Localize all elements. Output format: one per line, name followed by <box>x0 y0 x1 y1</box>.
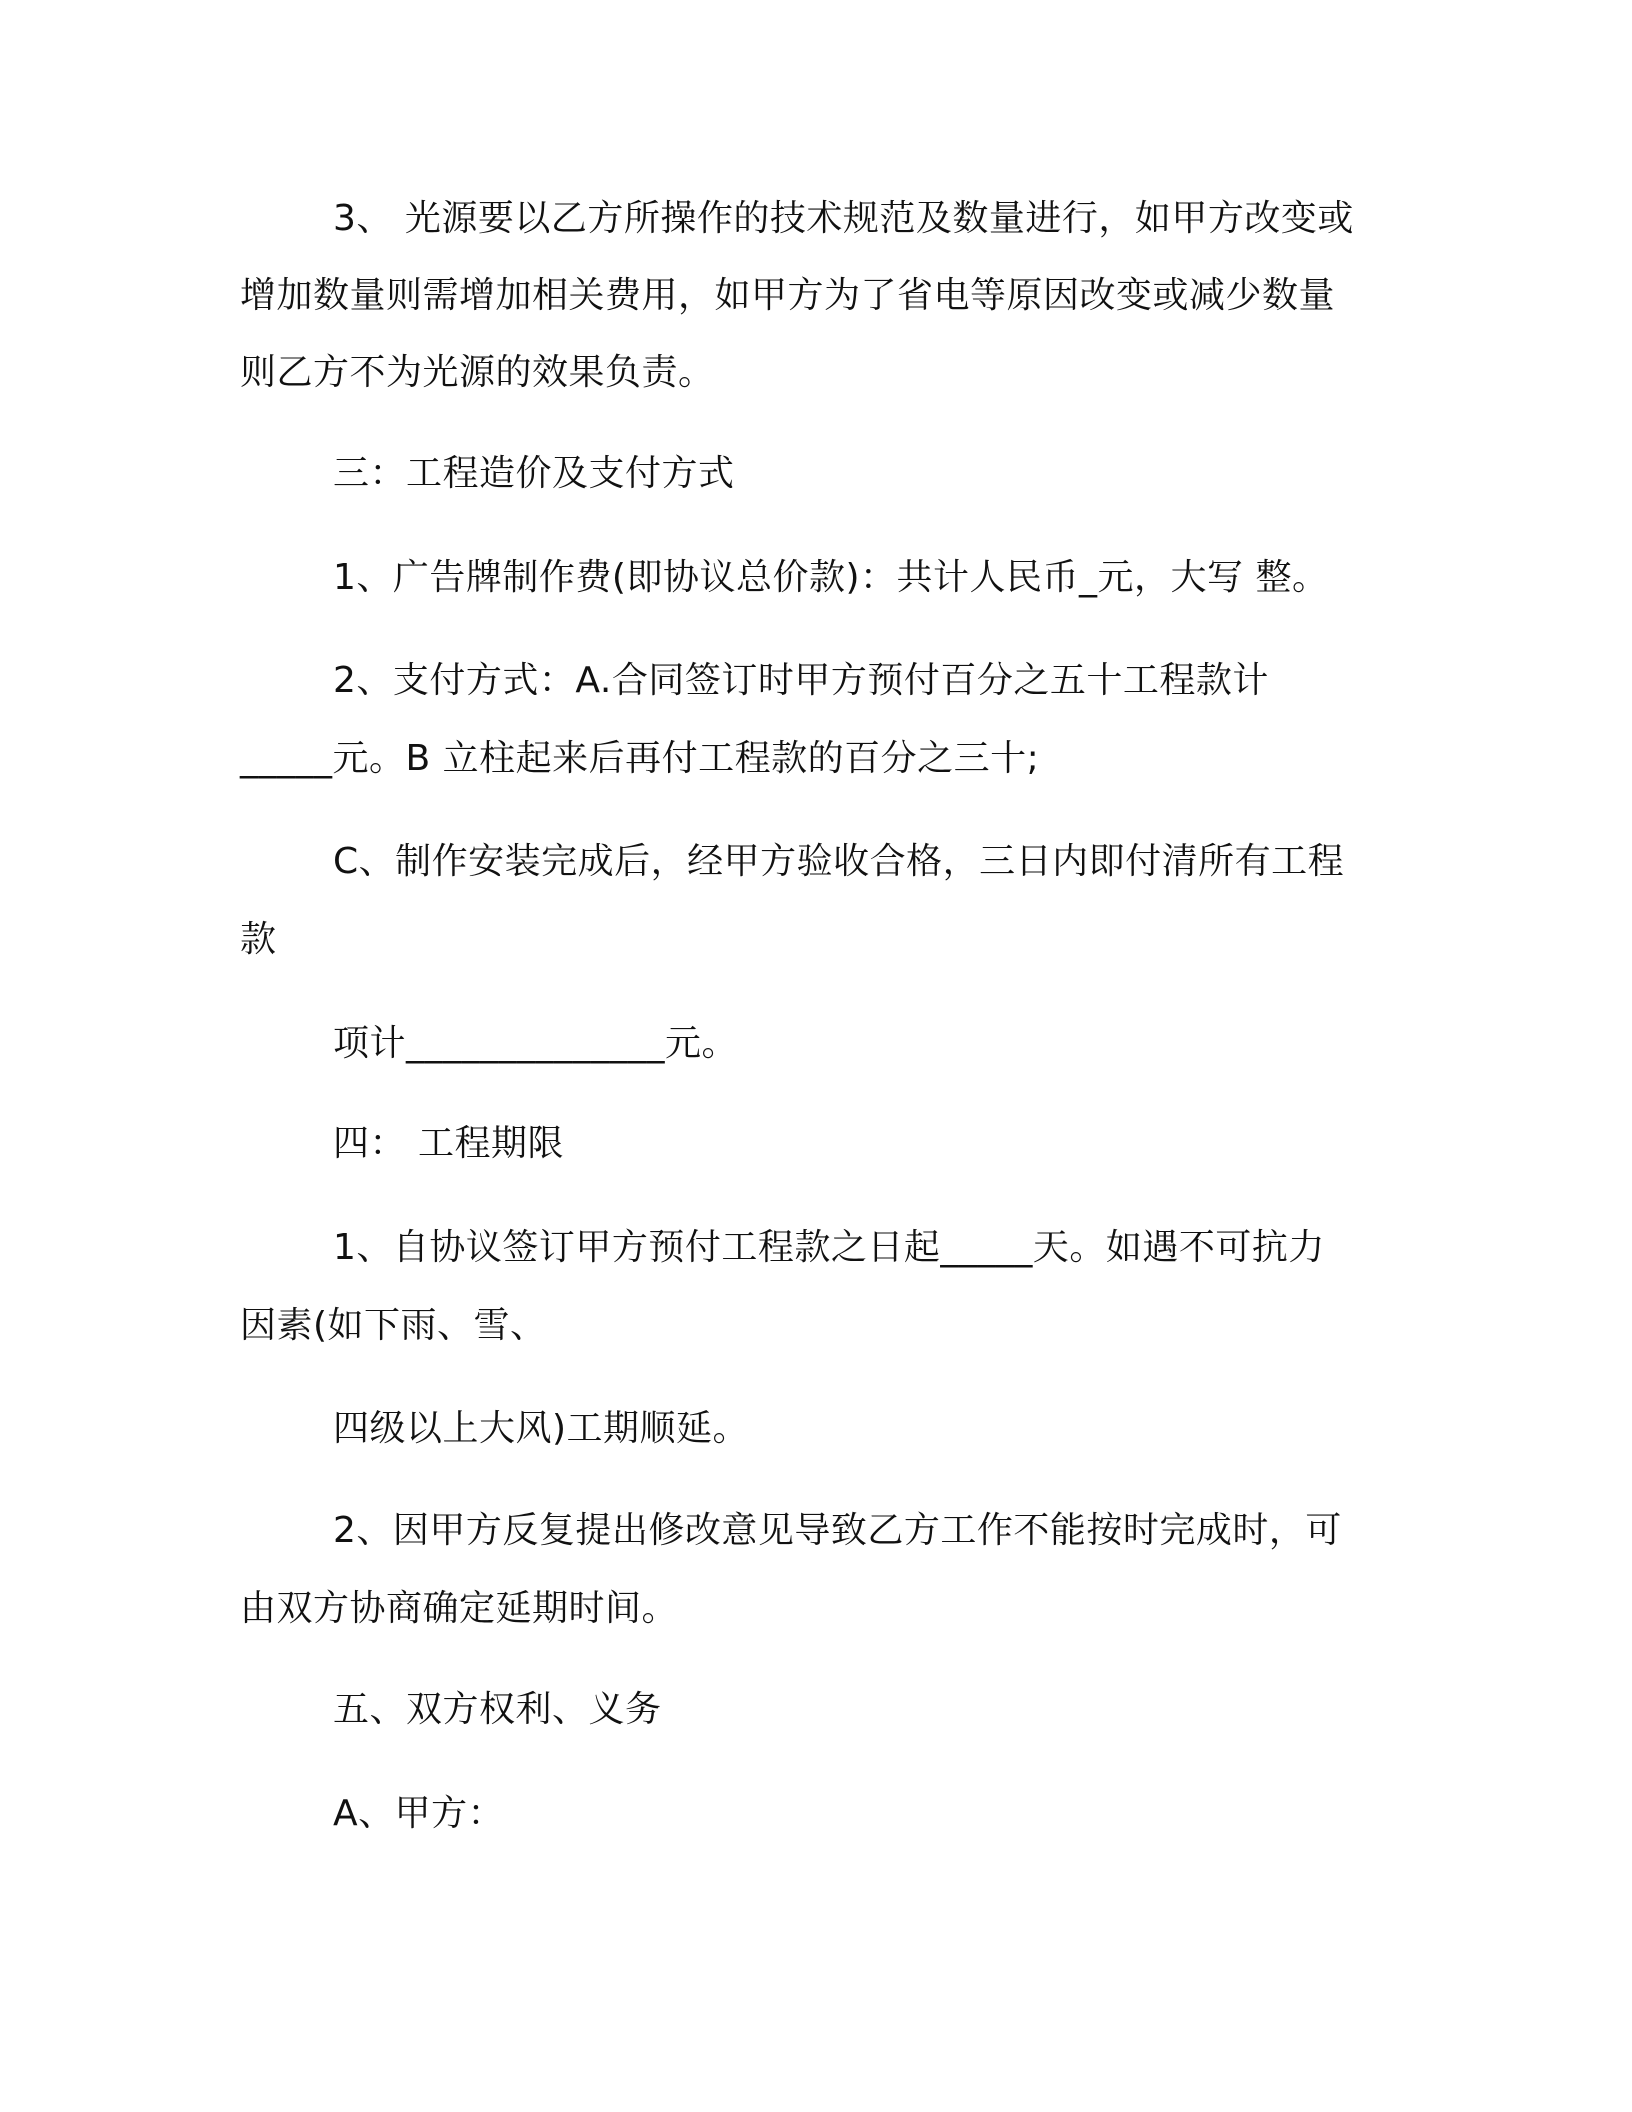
paragraph-schedule-line-2: 因素(如下雨、雪、 <box>240 1305 547 1346</box>
paragraph-final-payment-line-2: 款 <box>240 919 277 960</box>
paragraph-light-source-line-2: 增加数量则需增加相关费用，如甲方为了省电等原因改变或减少数量 <box>240 275 1336 316</box>
section-heading-schedule: 四： 工程期限 <box>333 1123 564 1164</box>
section-heading-rights-obligations: 五、双方权利、义务 <box>333 1689 662 1730</box>
paragraph-delay-line-1: 2、因甲方反复提出修改意见导致乙方工作不能按时完成时，可 <box>333 1510 1342 1551</box>
paragraph-schedule-line-1: 1、自协议签订甲方预付工程款之日起_____天。如遇不可抗力 <box>333 1227 1325 1268</box>
paragraph-payment-line-1: 2、支付方式：A.合同签订时甲方预付百分之五十工程款计 <box>333 660 1269 701</box>
paragraph-final-payment-line-1: C、制作安装完成后，经甲方验收合格，三日内即付清所有工程 <box>333 841 1345 882</box>
paragraph-light-source-line-3: 则乙方不为光源的效果负责。 <box>240 352 715 393</box>
paragraph-total: 项计______________元。 <box>333 1023 739 1064</box>
section-heading-cost-payment: 三：工程造价及支付方式 <box>333 453 735 494</box>
paragraph-payment-line-2: _____元。B 立柱起来后再付工程款的百分之三十; <box>240 738 1040 779</box>
paragraph-schedule-line-3: 四级以上大风)工期顺延。 <box>333 1408 750 1449</box>
paragraph-delay-line-2: 由双方协商确定延期时间。 <box>240 1588 679 1629</box>
paragraph-fee: 1、广告牌制作费(即协议总价款)：共计人民币_元，大写 整。 <box>333 557 1329 598</box>
subheading-party-a: A、甲方： <box>333 1793 505 1834</box>
paragraph-light-source-line-1: 3、 光源要以乙方所操作的技术规范及数量进行，如甲方改变或 <box>333 198 1354 239</box>
